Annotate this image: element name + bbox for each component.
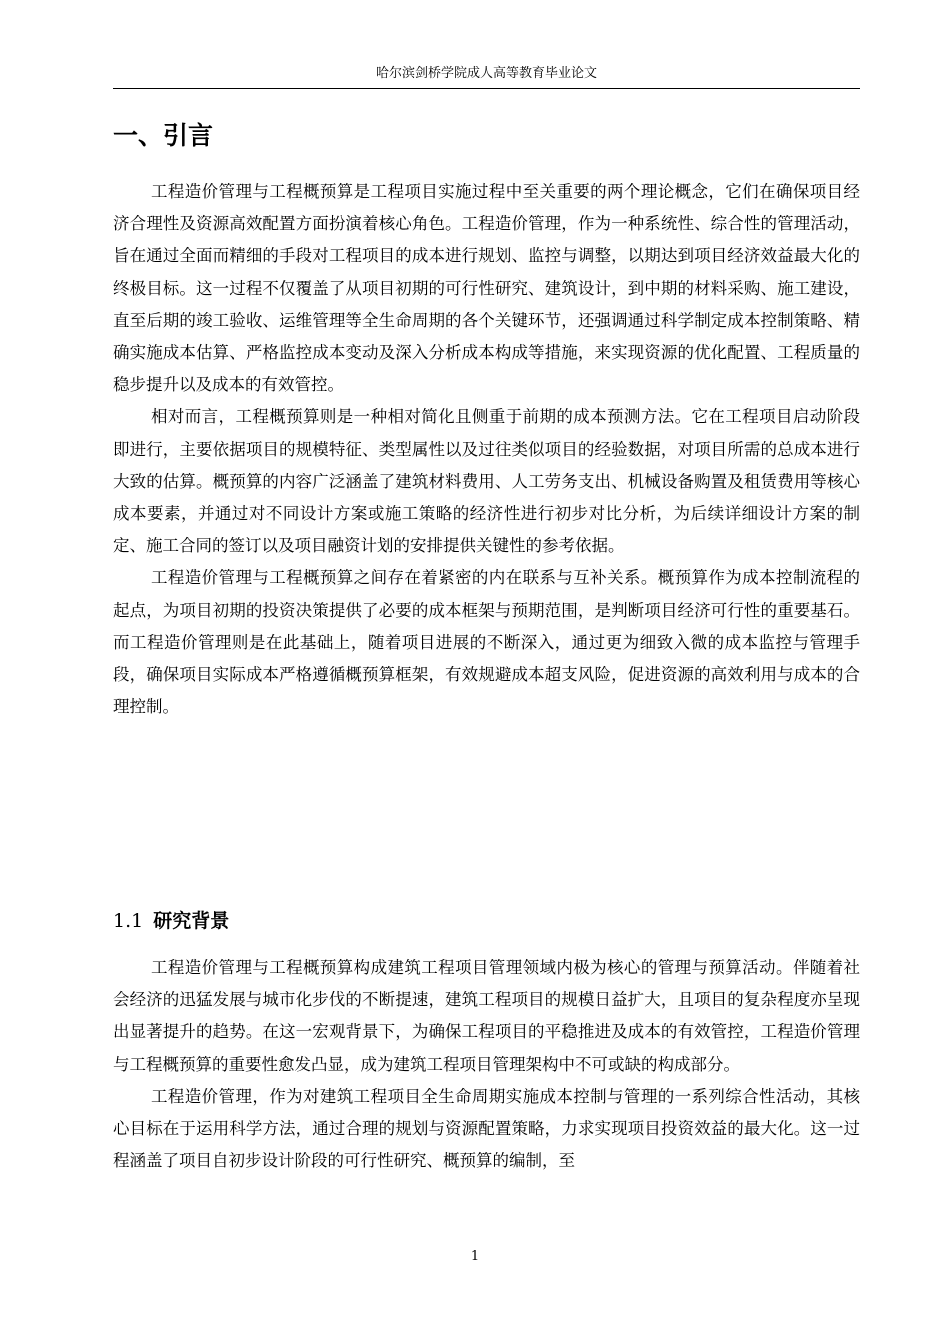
- header-title: 哈尔滨剑桥学院成人高等教育毕业论文: [375, 66, 597, 81]
- page-header: [113, 64, 860, 89]
- section-title: 研究背景: [153, 910, 230, 932]
- intro-paragraph-1: 工程造价管理与工程概预算是工程项目实施过程中至关重要的两个理论概念，它们在确保项目经济合理性及资源高效配置方面扮演着核心角色。工程造价管理，作为一种系统性、综合性的管理活动，旨在通过全面而精细的手段对工程项目的成本进行规划、监控与调整，以期达到项目经济效益最大化的终极目标。这一过程不仅覆盖了从项目初期的可行性研究、建筑设计，到中期的材料采购、施工建设，直至后期的竣工验收、运维管理等全生命周期的各个关键环节，还强调通过科学制定成本控制策略、精确实施成本估算、严格监控成本变动及深入分析成本构成等措施，来实现资源的优化配置、工程质量的稳步提升以及成本的有效管控。: [113, 182, 860, 395]
- intro-section: [113, 176, 860, 723]
- section-number: 1.1: [113, 910, 144, 932]
- intro-paragraph-3: 工程造价管理与工程概预算之间存在着紧密的内在联系与互补关系。概预算作为成本控制流程的起点，为项目初期的投资决策提供了必要的成本框架与预期范围，是判断项目经济可行性的重要基石。而工程造价管理则是在此基础上，随着项目进展的不断深入，通过更为细致入微的成本监控与管理手段，确保项目实际成本严格遵循概预算框架，有效规避成本超支风险，促进资源的高效利用与成本的合理控制。: [113, 568, 860, 717]
- page-number: 1: [470, 1249, 480, 1264]
- intro-paragraph-2: 相对而言，工程概预算则是一种相对简化且侧重于前期的成本预测方法。它在工程项目启动阶段即进行，主要依据项目的规模特征、类型属性以及过往类似项目的经验数据，对项目所需的总成本进行大致的估算。概预算的内容广泛涵盖了建筑材料费用、人工劳务支出、机械设备购置及租赁费用等核心成本要素，并通过对不同设计方案或施工策略的经济性进行初步对比分析，为后续详细设计方案的制定、施工合同的签订以及项目融资计划的安排提供关键性的参考依据。: [113, 407, 860, 556]
- background-paragraph-1: 工程造价管理与工程概预算构成建筑工程项目管理领域内极为核心的管理与预算活动。伴随着社会经济的迅猛发展与城市化步伐的不断提速，建筑工程项目的规模日益扩大，且项目的复杂程度亦呈现出显著提升的趋势。在这一宏观背景下，为确保工程项目的平稳推进及成本的有效管控，工程造价管理与工程概预算的重要性愈发凸显，成为建筑工程项目管理架构中不可或缺的构成部分。: [113, 958, 860, 1074]
- background-section: [113, 952, 860, 1177]
- background-paragraph-2: 工程造价管理，作为对建筑工程项目全生命周期实施成本控制与管理的一系列综合性活动，其核心目标在于运用科学方法，通过合理的规划与资源配置策略，力求实现项目投资效益的最大化。这一过程涵盖了项目自初步设计阶段的可行性研究、概预算的编制，至: [113, 1086, 860, 1171]
- chapter-title: 一、引言: [113, 121, 214, 150]
- section-heading: [113, 906, 229, 936]
